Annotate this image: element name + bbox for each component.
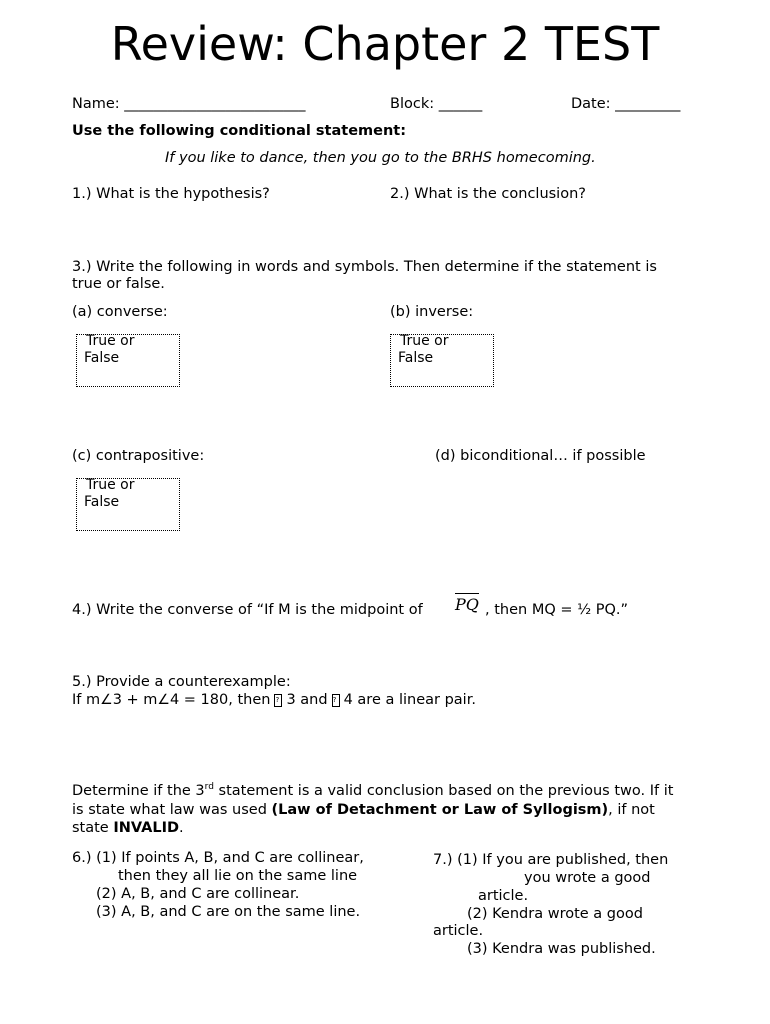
question-6-line-1: 6.) (1) If points A, B, and C are collinear, bbox=[72, 850, 364, 866]
biconditional-label: (d) biconditional… if possible bbox=[435, 448, 646, 464]
segment-label: PQ bbox=[455, 595, 479, 614]
question-6-line-3: (2) A, B, and C are collinear. bbox=[96, 886, 300, 902]
true-or-text: True or bbox=[86, 477, 135, 493]
missing-glyph-icon: ? bbox=[332, 694, 340, 707]
question-7-line-4: (2) Kendra wrote a good bbox=[467, 906, 643, 922]
question-4-text: 4.) Write the converse of “If M is the midpoint of bbox=[72, 602, 423, 618]
segment-pq bbox=[455, 596, 479, 614]
syllogism-instructions-line-2: is state what law was used (Law of Detachment or Law of Syllogism), if not bbox=[72, 802, 655, 818]
angle-icon: ∠ bbox=[157, 692, 170, 708]
question-7-line-3: article. bbox=[478, 888, 529, 904]
true-false-box-converse bbox=[76, 334, 180, 387]
question-1: 1.) What is the hypothesis? bbox=[72, 186, 270, 202]
question-7-line-6: (3) Kendra was published. bbox=[467, 941, 656, 957]
name-field: Name: _________________________ bbox=[72, 96, 306, 112]
block-field: Block: ______ bbox=[390, 96, 483, 112]
inverse-label: (b) inverse: bbox=[390, 304, 474, 320]
syllogism-instructions-line-3: state INVALID. bbox=[72, 820, 184, 836]
question-7-line-2: you wrote a good bbox=[524, 870, 651, 886]
question-3-line-1: 3.) Write the following in words and symbols. Then determine if the statement is bbox=[72, 259, 657, 275]
true-or-text: True or bbox=[86, 333, 135, 349]
question-5-statement: If m∠3 + m∠4 = 180, then ? 3 and ? 4 are a linear pair. bbox=[72, 692, 476, 708]
true-or-text: True or bbox=[400, 333, 449, 349]
question-7-line-1: 7.) (1) If you are published, then bbox=[433, 852, 669, 868]
segment-bar bbox=[455, 593, 479, 594]
question-5-title: 5.) Provide a counterexample: bbox=[72, 674, 291, 690]
contrapositive-label: (c) contrapositive: bbox=[72, 448, 205, 464]
question-3-line-2: true or false. bbox=[72, 276, 165, 292]
converse-label: (a) converse: bbox=[72, 304, 168, 320]
false-text: False bbox=[84, 494, 120, 510]
date-field: Date: _________ bbox=[571, 96, 681, 112]
conditional-statement: If you like to dance, then you go to the BRHS homecoming. bbox=[165, 150, 596, 166]
question-6-line-2: then they all lie on the same line bbox=[118, 868, 358, 884]
false-text: False bbox=[398, 350, 434, 366]
angle-icon: ∠ bbox=[100, 692, 113, 708]
question-6-line-4: (3) A, B, and C are on the same line. bbox=[96, 904, 361, 920]
true-false-box-contrapositive bbox=[76, 478, 180, 531]
question-4-text-end: , then MQ = ½ PQ.” bbox=[485, 602, 629, 618]
question-7-line-5: article. bbox=[433, 923, 484, 939]
false-text: False bbox=[84, 350, 120, 366]
missing-glyph-icon: ? bbox=[274, 694, 282, 707]
question-2: 2.) What is the conclusion? bbox=[390, 186, 586, 202]
instructions-label: Use the following conditional statement: bbox=[72, 123, 407, 139]
syllogism-instructions-line-1: Determine if the 3rd statement is a valid conclusion based on the previous two. If it bbox=[72, 782, 674, 799]
true-false-box-inverse bbox=[390, 334, 494, 387]
page-title: Review: Chapter 2 TEST bbox=[110, 17, 660, 71]
